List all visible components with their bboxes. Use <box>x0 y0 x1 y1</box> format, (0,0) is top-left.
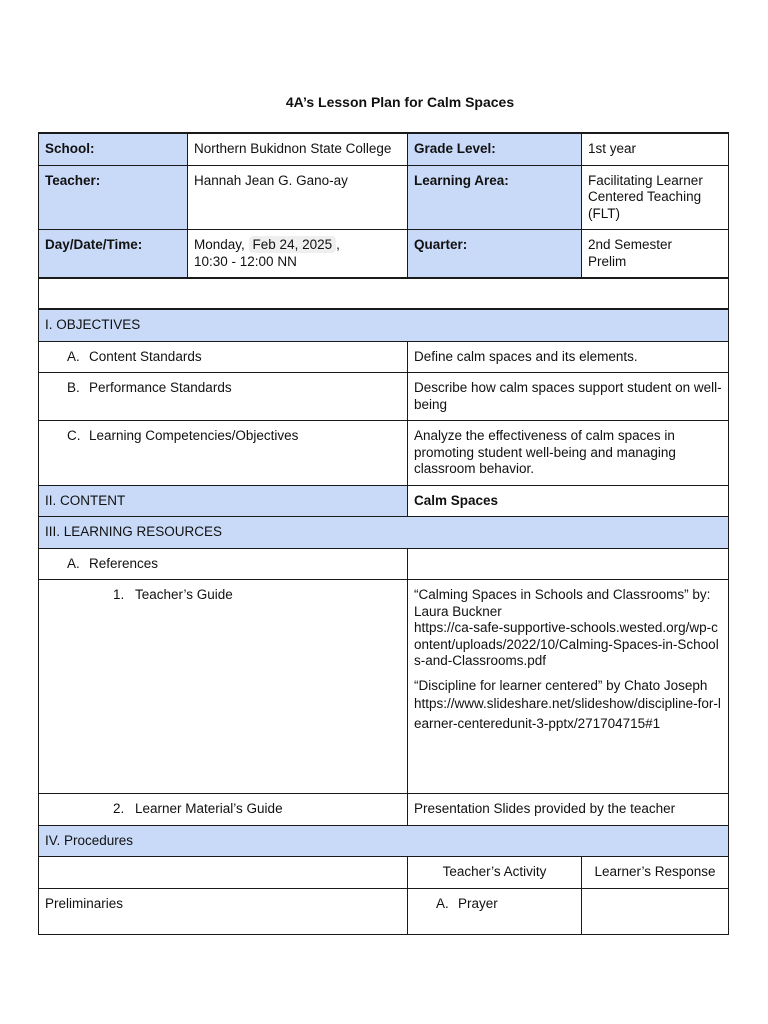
references-label-text: References <box>89 555 159 571</box>
content-heading: II. CONTENT <box>39 485 408 517</box>
objectives-heading-row <box>39 309 729 341</box>
objective-value: Define calm spaces and its elements. <box>408 341 729 373</box>
objective-label-text: Performance Standards <box>89 380 232 395</box>
reference-entry <box>414 678 722 735</box>
objective-row <box>39 373 729 421</box>
objective-row <box>39 341 729 373</box>
objective-marker: A. <box>67 348 80 364</box>
day-prefix: Monday, <box>194 237 245 252</box>
objective-label-text: Content Standards <box>89 348 202 364</box>
preliminaries-label: Preliminaries <box>39 888 408 934</box>
objective-value: Describe how calm spaces support student on well-being <box>408 373 729 421</box>
prayer-activity <box>408 888 582 934</box>
content-value: Calm Spaces <box>408 485 729 517</box>
lesson-plan-table <box>38 132 729 935</box>
objective-label <box>39 341 408 373</box>
reference-url[interactable]: https://ca-safe-supportive-schools.wested.org/wp-content/uploads/2022/10/Calming-Spaces-in-Schools-and-Classrooms.pdf <box>414 620 719 668</box>
teachers-guide-references <box>408 580 729 794</box>
learner-material-label-text: Learner Material’s Guide <box>135 801 283 816</box>
date-chip[interactable]: Feb 24, 2025 <box>249 236 337 253</box>
reference-title: “Discipline for learner centered” by Chato Joseph <box>414 677 708 693</box>
school-value: Northern Bukidnon State College <box>188 133 408 165</box>
objectives-heading: I. OBJECTIVES <box>39 309 729 341</box>
school-label: School: <box>39 133 188 165</box>
teacher-label: Teacher: <box>39 165 188 230</box>
teacher-activity-header: Teacher’s Activity <box>408 857 582 889</box>
learner-material-value: Presentation Slides provided by the teacher <box>408 794 729 826</box>
references-value <box>408 548 729 580</box>
learner-material-label <box>39 794 408 826</box>
objective-value: Analyze the effectiveness of calm spaces in promoting student well-being and managing classroom behavior. <box>408 421 729 486</box>
teachers-guide-label-text: Teacher’s Guide <box>135 587 233 602</box>
references-marker: A. <box>67 555 80 571</box>
teachers-guide-row <box>39 580 729 794</box>
resources-heading-row <box>39 517 729 549</box>
reference-entry <box>414 587 722 670</box>
day-suffix: , <box>336 237 340 252</box>
references-label <box>39 548 408 580</box>
procedures-heading: IV. Procedures <box>39 825 729 857</box>
day-date-time-value <box>188 230 408 279</box>
teachers-guide-marker: 1. <box>113 587 125 602</box>
day-row <box>39 230 729 279</box>
grade-level-label: Grade Level: <box>408 133 582 165</box>
references-row <box>39 548 729 580</box>
quarter-label: Quarter: <box>408 230 582 279</box>
grade-level-value: 1st year <box>582 133 729 165</box>
content-row <box>39 485 729 517</box>
objective-marker: B. <box>67 380 80 395</box>
objective-marker: C. <box>67 428 81 443</box>
day-date-time-label: Day/Date/Time: <box>39 230 188 279</box>
learning-area-value: Facilitating Learner Centered Teaching (FLT) <box>582 165 729 230</box>
prayer-marker: A. <box>436 895 449 911</box>
learner-material-row <box>39 794 729 826</box>
quarter-term: Prelim <box>588 253 627 269</box>
resources-heading: III. LEARNING RESOURCES <box>39 517 729 549</box>
document-title: 4A’s Lesson Plan for Calm Spaces <box>285 94 515 110</box>
procedures-blank-cell <box>39 857 408 889</box>
preliminaries-row <box>39 888 729 934</box>
teacher-value: Hannah Jean G. Gano-ay <box>188 165 408 230</box>
prayer-response <box>582 888 729 934</box>
objective-label <box>39 421 408 486</box>
blank-cell <box>39 278 729 309</box>
reference-url[interactable]: https://www.slideshare.net/slideshow/discipline-for-learner-centeredunit-3-pptx/271704715#1 <box>414 696 721 731</box>
learning-area-label: Learning Area: <box>408 165 582 230</box>
objective-row <box>39 421 729 486</box>
objective-label-text: Learning Competencies/Objectives <box>89 428 299 443</box>
reference-title: “Calming Spaces in Schools and Classrooms” by: Laura Buckner <box>414 587 711 619</box>
time-value: 10:30 - 12:00 NN <box>194 253 297 269</box>
objective-label <box>39 373 408 421</box>
school-row <box>39 133 729 165</box>
learner-material-marker: 2. <box>113 801 125 816</box>
quarter-value <box>582 230 729 279</box>
prayer-label: Prayer <box>458 895 498 911</box>
procedures-heading-row <box>39 825 729 857</box>
teachers-guide-label <box>39 580 408 794</box>
quarter-semester: 2nd Semester <box>588 237 673 252</box>
procedures-columns-row <box>39 857 729 889</box>
blank-row <box>39 278 729 309</box>
learner-response-header: Learner’s Response <box>582 857 729 889</box>
teacher-row <box>39 165 729 230</box>
